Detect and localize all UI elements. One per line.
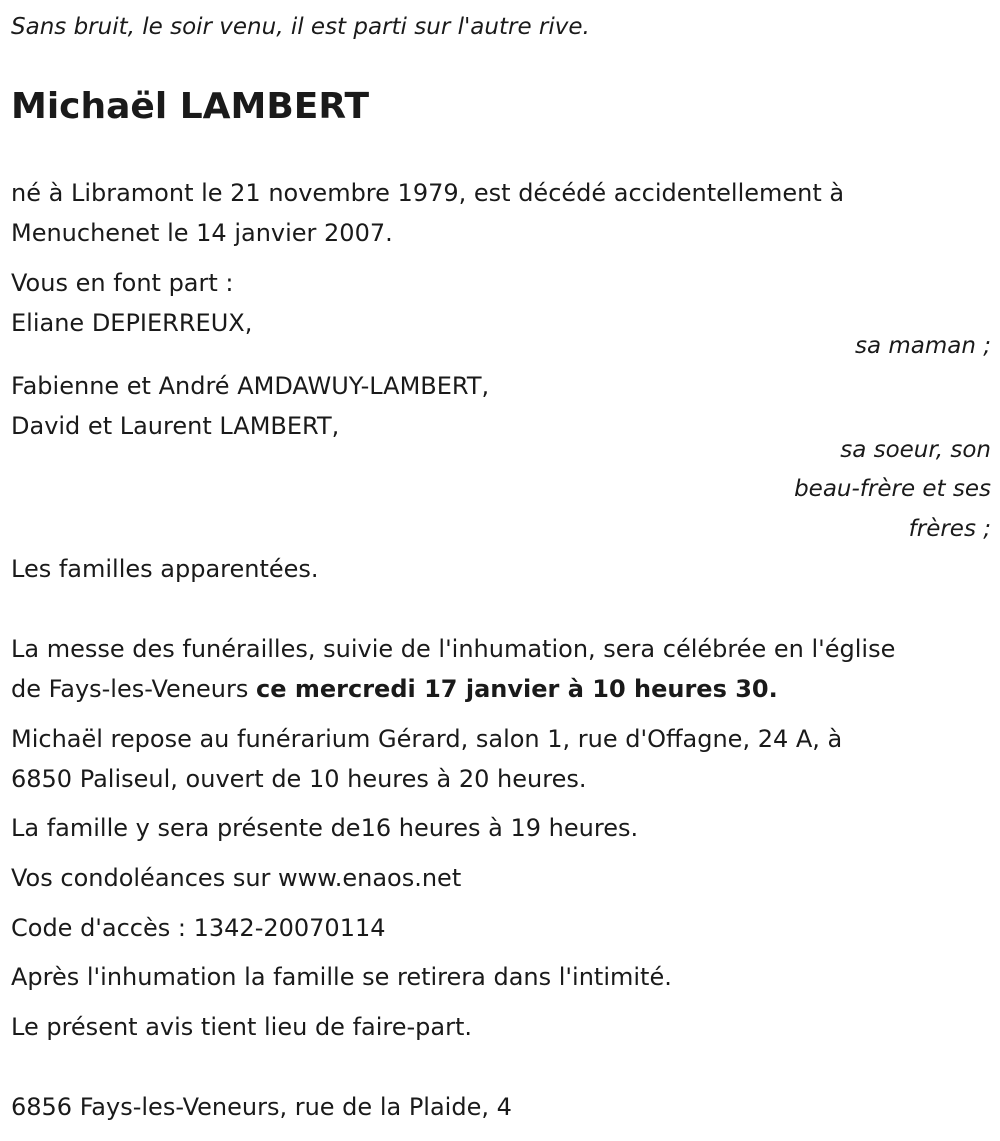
funeral-date-time: ce mercredi 17 janvier à 10 heures 30.	[256, 675, 778, 703]
deceased-name: Michaël LAMBERT	[11, 86, 370, 127]
funeral-line-1: La messe des funérailles, suivie de l'inhumation, sera célébrée en l'église	[11, 635, 896, 663]
rests-line-2: 6850 Paliseul, ouvert de 10 heures à 20 heures.	[11, 765, 587, 793]
related-families-block	[11, 549, 991, 589]
condolences: Vos condoléances sur www.enaos.net	[11, 864, 462, 892]
after-burial-block	[11, 957, 991, 997]
rests-paragraph	[11, 719, 991, 799]
notice-block	[11, 1007, 991, 1047]
siblings-relation-line-2: beau-frère et ses	[794, 476, 991, 502]
rests-line-1: Michaël repose au funérarium Gérard, salon 1, rue d'Offagne, 24 A, à	[11, 725, 843, 753]
related-families: Les familles apparentées.	[11, 555, 319, 583]
condolences-block	[11, 858, 991, 898]
mother-relation: sa maman ;	[854, 333, 991, 359]
siblings-relation-line-1: sa soeur, son	[840, 437, 991, 463]
siblings-line-2: David et Laurent LAMBERT,	[11, 412, 340, 440]
funeral-paragraph	[11, 629, 991, 709]
birth-death-line-1: né à Libramont le 21 novembre 1979, est décédé accidentellement à	[11, 179, 845, 207]
siblings-relation-line-3: frères ;	[908, 516, 991, 542]
address-block	[11, 1087, 991, 1127]
announcement-intro: Vous en font part :	[11, 269, 234, 297]
access-code-block	[11, 908, 991, 948]
siblings-line-1: Fabienne et André AMDAWUY-LAMBERT,	[11, 372, 490, 400]
address: 6856 Fays-les-Veneurs, rue de la Plaide, 4	[11, 1093, 512, 1121]
birth-death-paragraph	[11, 173, 991, 253]
funeral-line-2-prefix: de Fays-les-Veneurs	[11, 675, 257, 703]
birth-death-line-2: Menuchenet le 14 janvier 2007.	[11, 219, 393, 247]
announcement-intro-block	[11, 263, 991, 343]
funeral-line-2	[11, 669, 991, 709]
mother-name: Eliane DEPIERREUX,	[11, 309, 253, 337]
notice: Le présent avis tient lieu de faire-part.	[11, 1013, 473, 1041]
epitaph: Sans bruit, le soir venu, il est parti sur l'autre rive.	[11, 14, 590, 40]
family-presence-block	[11, 808, 991, 848]
family-presence: La famille y sera présente de16 heures à 19 heures.	[11, 814, 639, 842]
access-code: Code d'accès : 1342-20070114	[11, 914, 386, 942]
after-burial: Après l'inhumation la famille se retirera dans l'intimité.	[11, 963, 672, 991]
